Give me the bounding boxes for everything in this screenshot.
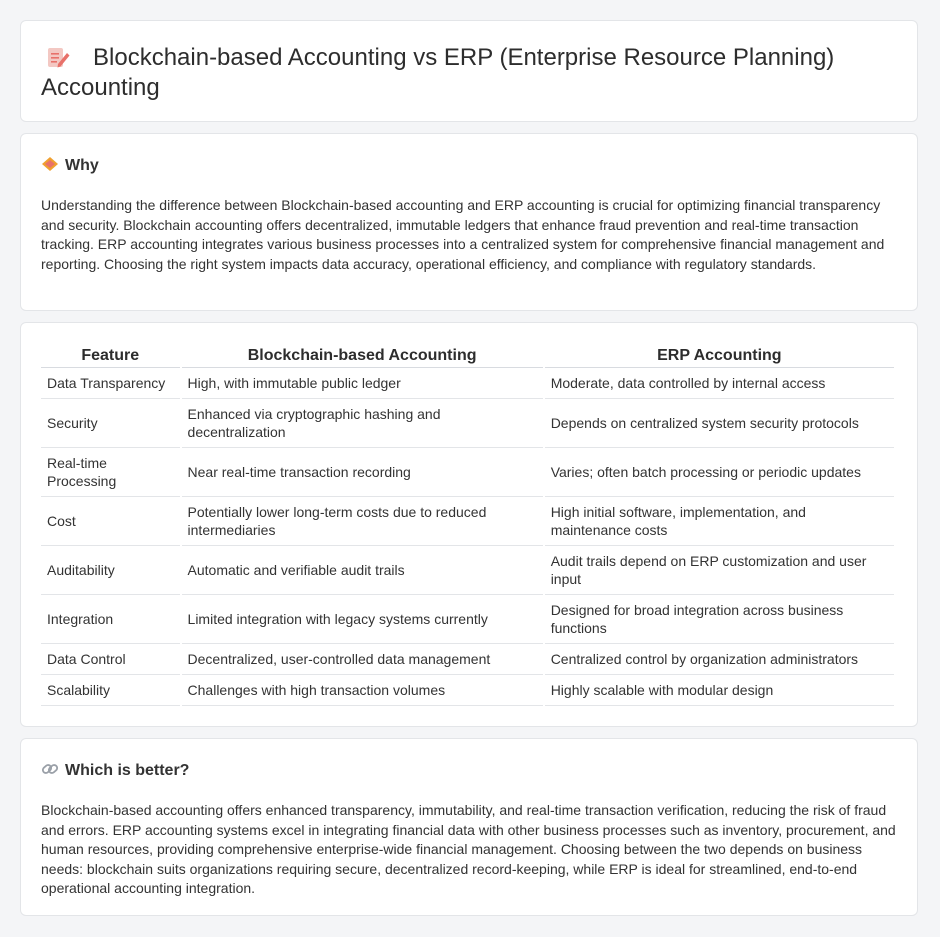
why-heading-text: Why [65,157,99,174]
blockchain-cell: Limited integration with legacy systems currently [182,595,543,644]
feature-cell: Data Transparency [41,368,180,399]
feature-cell: Data Control [41,644,180,675]
memo-pencil-icon [45,45,71,69]
table-row [41,368,894,399]
feature-cell: Cost [41,497,180,546]
blockchain-cell: Automatic and verifiable audit trails [182,546,543,595]
better-heading [41,761,897,781]
table-row [41,675,894,706]
why-text: Understanding the difference between Blockchain-based accounting and ERP accounting is crucial for optimizing financial transparency and security. Blockchain accounting offers decentralized, immutable ledgers that enhance fraud prevention and real-time transaction tracking. ERP accounting integrates various business processes into a centralized system for comprehensive financial management and reporting. Choosing the right system impacts data accuracy, operational efficiency, and compliance with regulatory standards. [41,197,885,272]
feature-cell: Auditability [41,546,180,595]
erp-cell: High initial software, implementation, and maintenance costs [545,497,894,546]
which-is-better-section [20,738,918,916]
feature-cell: Real-time Processing [41,448,180,497]
blockchain-cell: High, with immutable public ledger [182,368,543,399]
page-title-text: Blockchain-based Accounting vs ERP (Enterprise Resource Planning) Accounting [41,44,835,101]
why-heading [41,156,897,176]
comparison-table [39,343,896,706]
table-row [41,595,894,644]
comparison-section [20,322,918,727]
title-card [20,20,918,122]
blockchain-cell: Decentralized, user-controlled data management [182,644,543,675]
table-header-row [41,343,894,368]
erp-cell: Designed for broad integration across business functions [545,595,894,644]
link-icon [41,761,59,777]
blockchain-cell: Enhanced via cryptographic hashing and decentralization [182,399,543,448]
column-header-feature: Feature [41,343,180,368]
blockchain-cell: Potentially lower long-term costs due to reduced intermediaries [182,497,543,546]
table-row [41,546,894,595]
erp-cell: Moderate, data controlled by internal access [545,368,894,399]
erp-cell: Centralized control by organization administrators [545,644,894,675]
erp-cell: Depends on centralized system security protocols [545,399,894,448]
feature-cell: Scalability [41,675,180,706]
erp-cell: Audit trails depend on ERP customization and user input [545,546,894,595]
better-heading-text: Which is better? [65,762,190,779]
better-text: Blockchain-based accounting offers enhanced transparency, immutability, and real-time transaction verification, reducing the risk of fraud and errors. ERP accounting systems excel in integrating financial data with other business processes such as inventory, procurement, and human resources, providing comprehensive enterprise-wide financial management. Choosing between the two depends on business needs: blockchain suits organizations requiring secure, decentralized record-keeping, while ERP is ideal for streamlined, end-to-end operational accounting integration. [41,802,896,896]
erp-cell: Highly scalable with modular design [545,675,894,706]
column-header-blockchain: Blockchain-based Accounting [182,343,543,368]
blockchain-cell: Challenges with high transaction volumes [182,675,543,706]
diamond-warning-icon [41,156,59,172]
blockchain-cell: Near real-time transaction recording [182,448,543,497]
table-row [41,644,894,675]
table-row [41,399,894,448]
erp-cell: Varies; often batch processing or periodic updates [545,448,894,497]
feature-cell: Integration [41,595,180,644]
table-row [41,448,894,497]
feature-cell: Security [41,399,180,448]
column-header-erp: ERP Accounting [545,343,894,368]
table-row [41,497,894,546]
page-title [41,43,897,103]
why-section [20,133,918,311]
